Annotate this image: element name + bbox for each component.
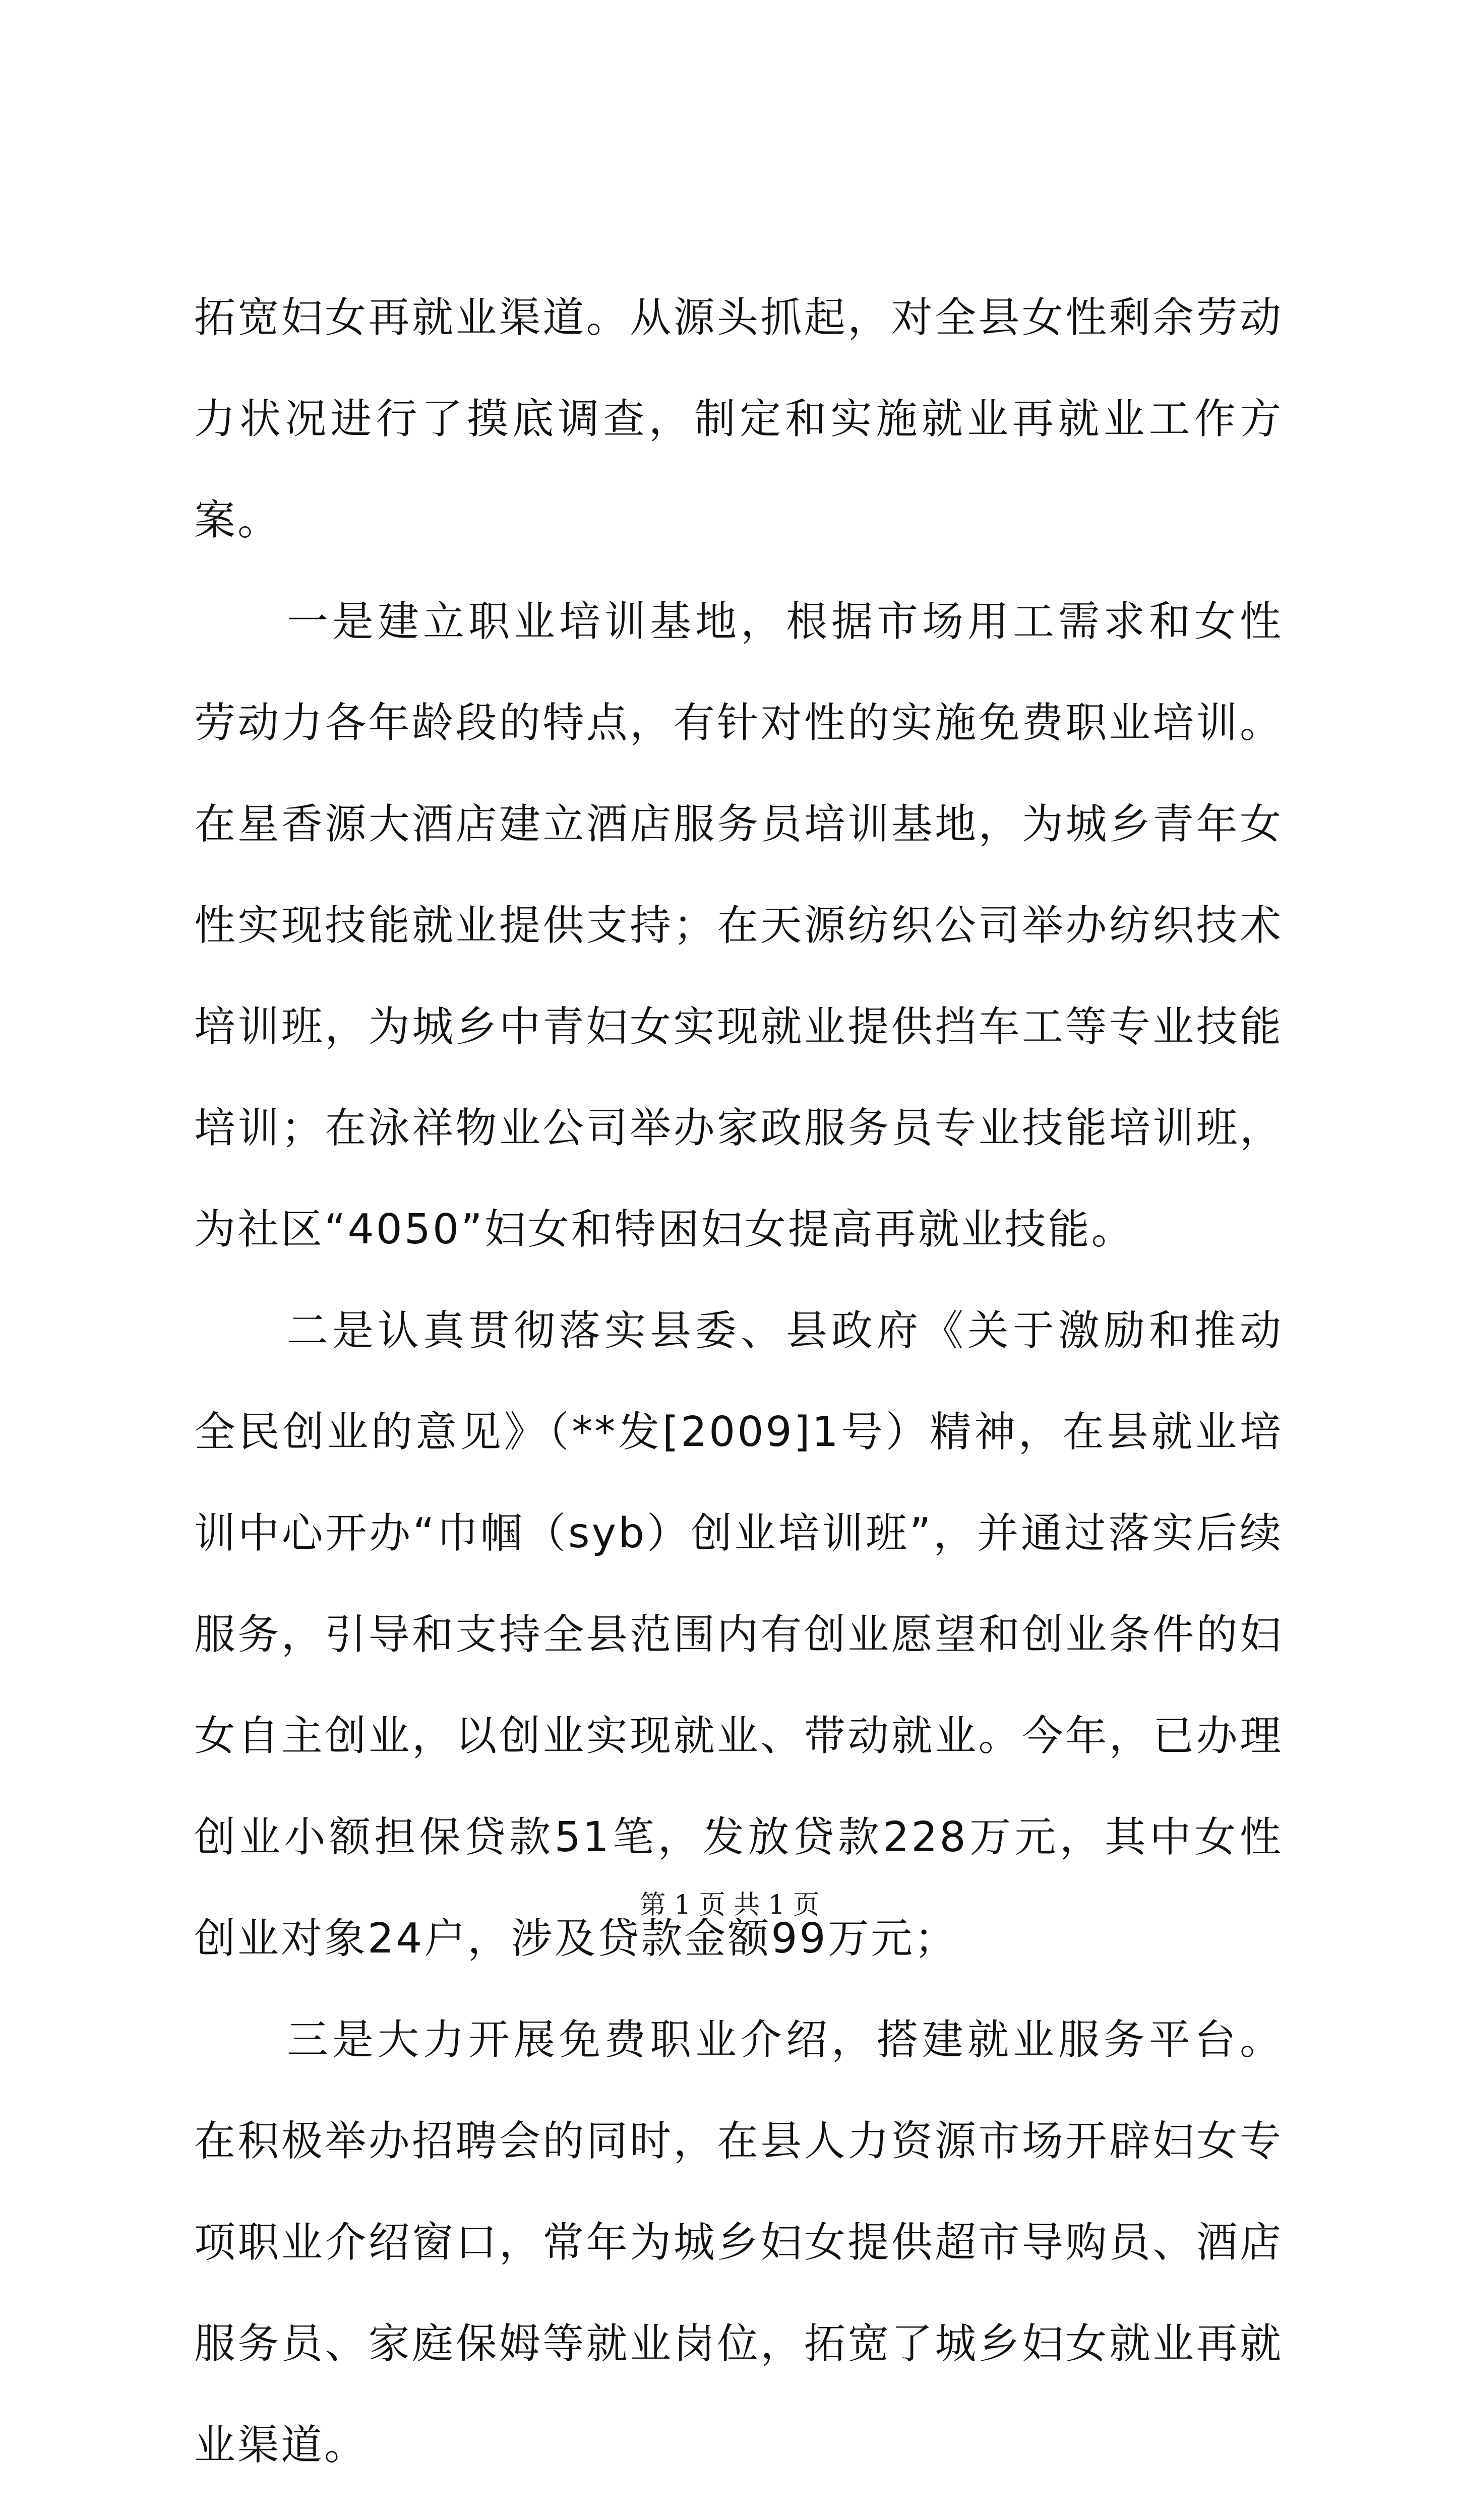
document-body [194,267,1283,2520]
paragraph-item-3: 三是大力开展免费职业介绍，搭建就业服务平台。在积极举办招聘会的同时，在县人力资源市场开辟妇女专项职业介绍窗口，常年为城乡妇女提供超市导购员、酒店服务员、家庭保姆等就业岗位，拓宽了城乡妇女就业再就业渠道。 [194,2016,1283,2469]
page-number-label: 第 1 页 共 1 页 [639,1890,820,1920]
paragraph-item-1: 一是建立职业培训基地，根据市场用工需求和女性劳动力各年龄段的特点，有针对性的实施免费职业培训。在星香源大酒店建立酒店服务员培训基地，为城乡青年女性实现技能就业提供支持；在天源纺织公司举办纺织技术培训班，为城乡中青妇女实现就业提供挡车工等专业技能培训；在泳祥物业公司举办家政服务员专业技能培训班，为社区“4050”妇女和特困妇女提高再就业技能。 [194,598,1283,1253]
paragraph-item-2: 二是认真贯彻落实县委、县政府《关于激励和推动全民创业的意见》（**发[2009]1号）精神，在县就业培训中心开办“巾帼（syb）创业培训班”，并通过落实后续服务，引导和支持全县范围内有创业愿望和创业条件的妇女自主创业，以创业实现就业、带动就业。今年，已办理创业小额担保贷款51笔，发放贷款228万元，其中女性创业对象24户，涉及贷款金额99万元； [194,1307,1283,1963]
paragraph-intro: 拓宽妇女再就业渠道。从源头抓起，对全县女性剩余劳动力状况进行了摸底调查，制定和实施就业再就业工作方案。 [194,294,1283,544]
paragraph-item-4 [194,2496,1283,2520]
page-footer [0,1885,1459,1925]
